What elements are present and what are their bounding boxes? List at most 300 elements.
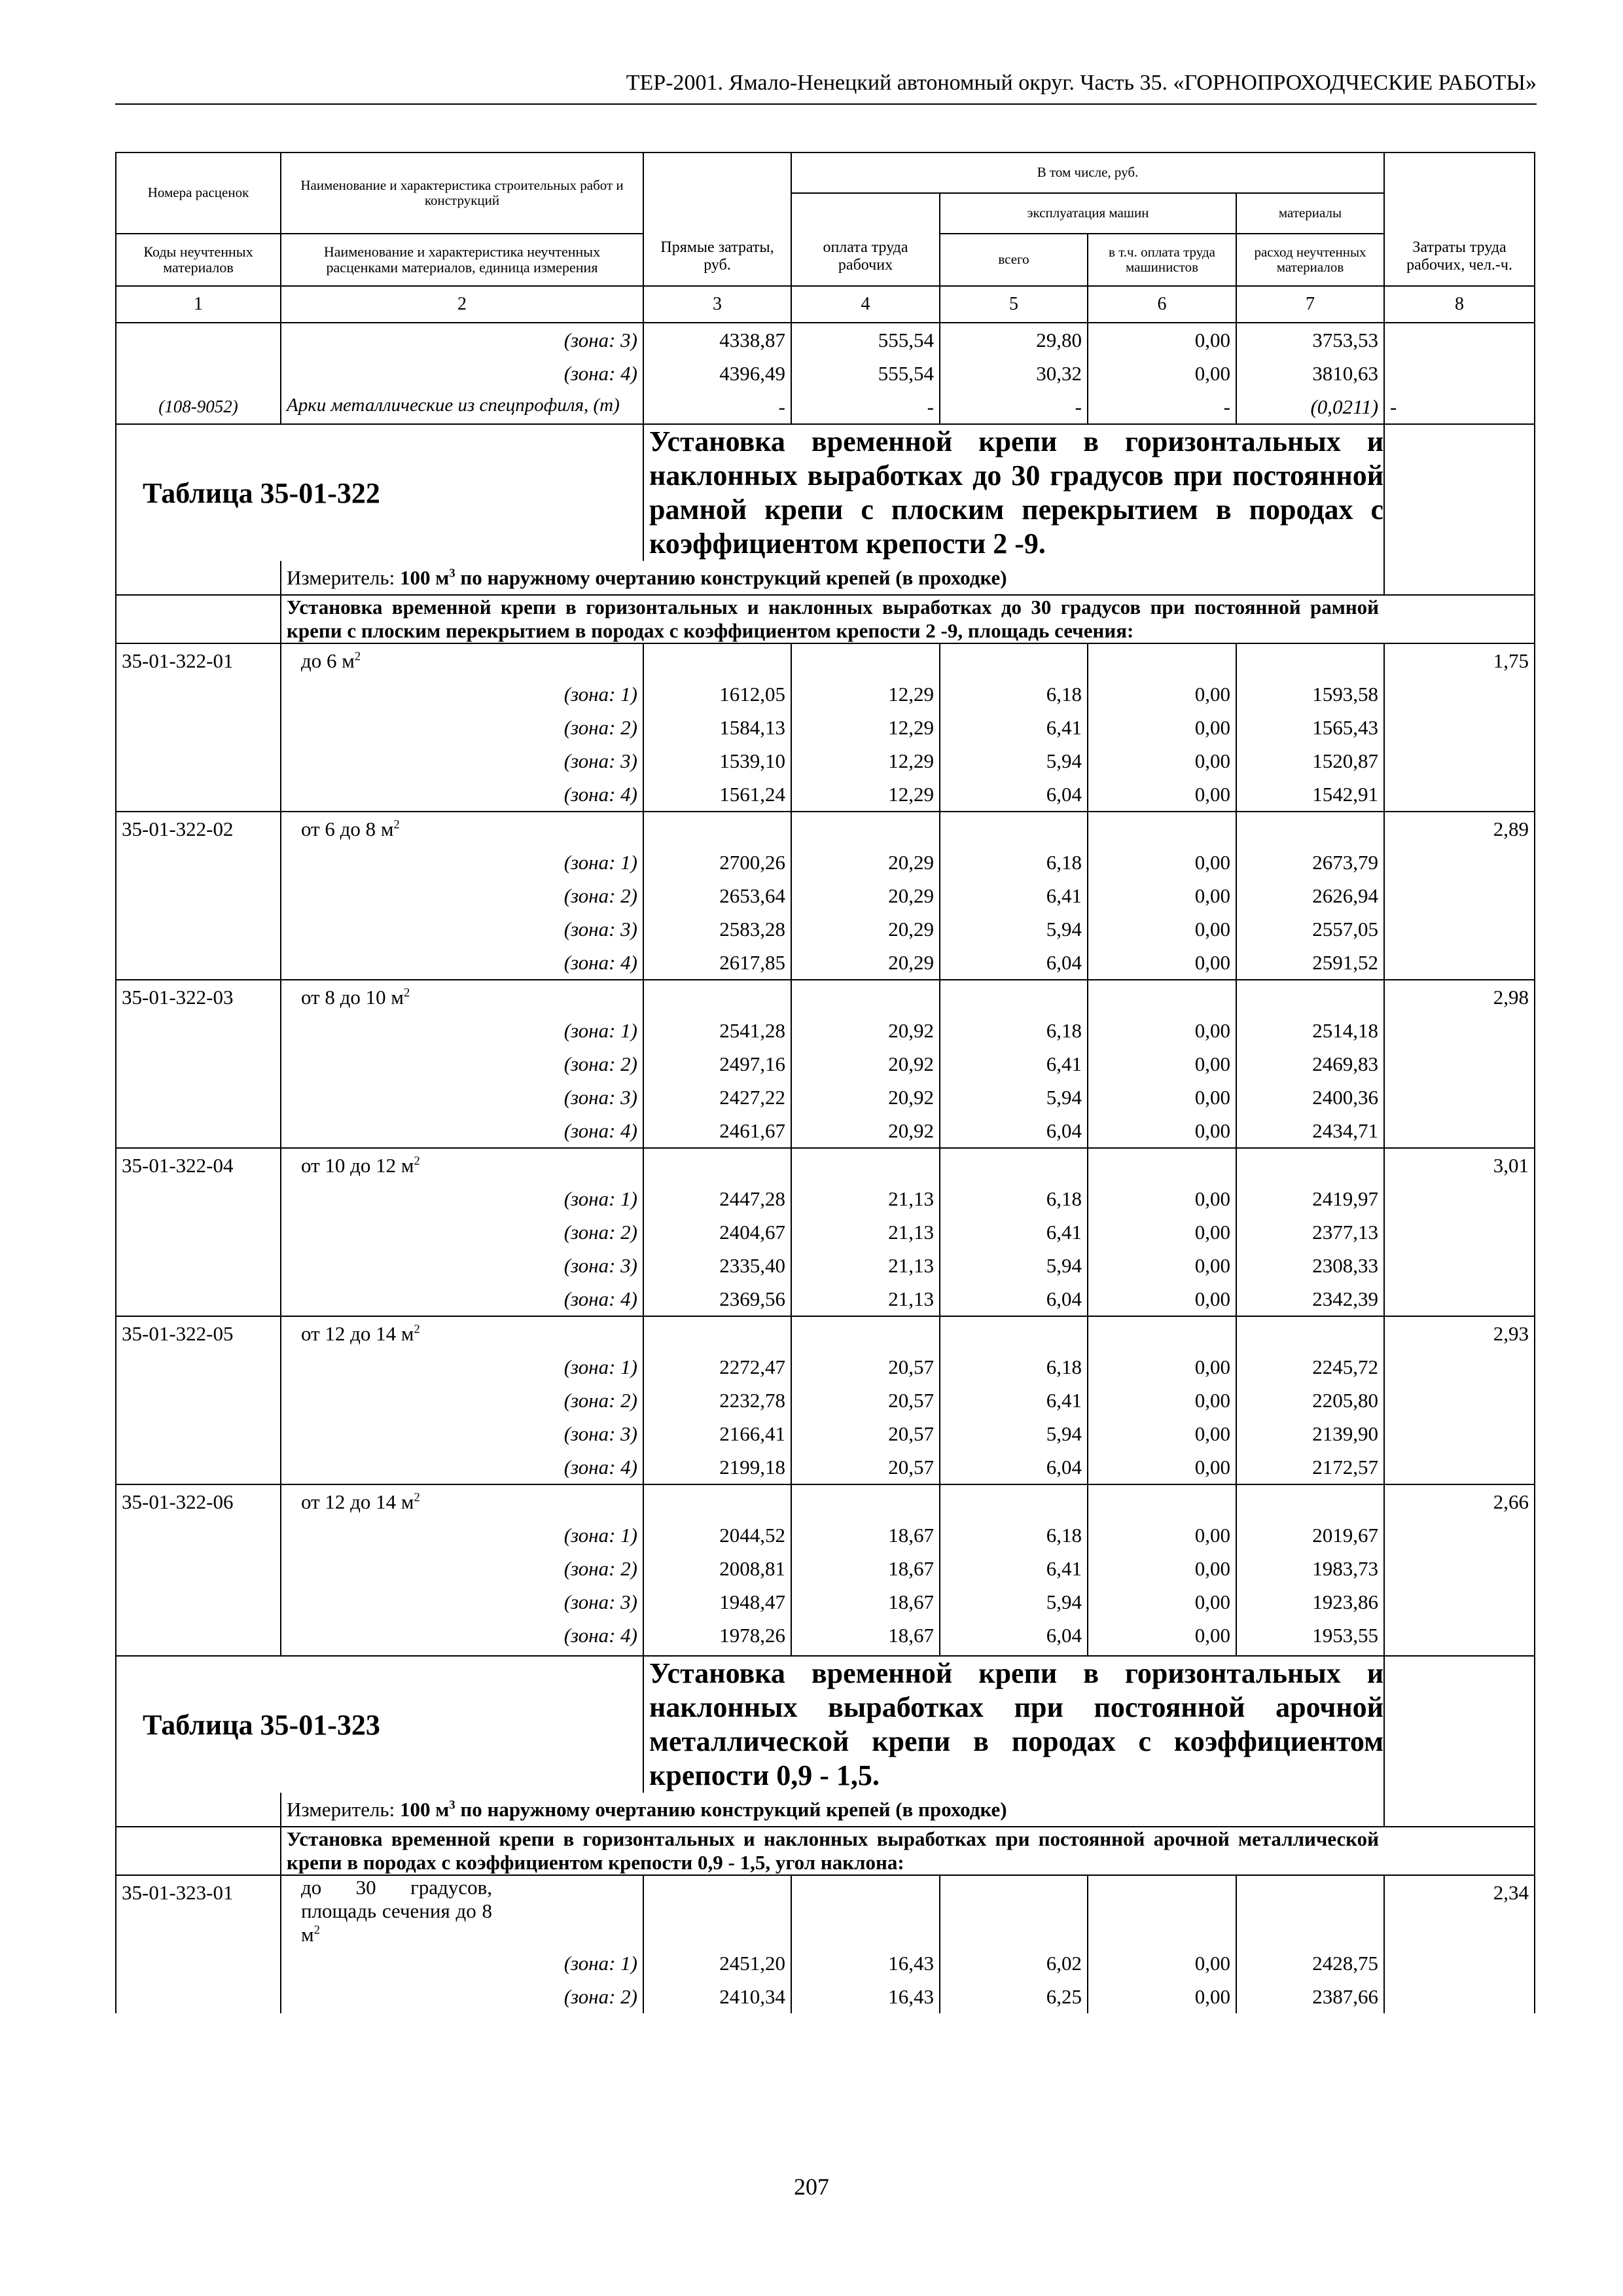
zone-label: (зона: 4) [281,1282,643,1316]
value-cell: 6,04 [940,1114,1088,1148]
value-cell: 21,13 [791,1215,940,1249]
value-cell: 0,00 [1088,711,1236,744]
value-cell: 18,67 [791,1619,940,1652]
value-cell [643,812,791,846]
value-cell: 2583,28 [643,912,791,946]
value-cell: 2272,47 [643,1350,791,1384]
labor-cell: 2,89 [1384,812,1535,846]
measure-label: Измеритель: [287,1797,400,1821]
labor-cell [1384,1619,1535,1652]
value-cell: 6,18 [940,1182,1088,1215]
value-cell: - [1088,390,1236,424]
value-cell: 2469,83 [1236,1047,1384,1081]
value-cell [643,1148,791,1182]
value-cell [791,980,940,1014]
labor-cell [1384,1350,1535,1384]
value-cell: 6,41 [940,711,1088,744]
blank [116,561,281,595]
header-col7: расход неучтенных материалов [1236,234,1384,286]
value-cell: 12,29 [791,677,940,711]
value-cell: 1542,91 [1236,778,1384,812]
value-cell: 2335,40 [643,1249,791,1282]
value-cell: 2166,41 [643,1417,791,1450]
value-cell: 2387,66 [1236,1980,1384,2013]
value-cell: 2434,71 [1236,1114,1384,1148]
rate-name-text: от 10 до 12 м [301,1153,414,1177]
labor-cell [1384,1282,1535,1316]
value-cell: 2617,85 [643,946,791,980]
zone-label: (зона: 4) [281,1114,643,1148]
value-cell [791,1316,940,1350]
value-cell: - [940,390,1088,424]
value-cell: 2369,56 [643,1282,791,1316]
group-row [116,595,1535,643]
header-col5: всего [940,234,1088,286]
table-row [116,711,1535,744]
blank [1384,1827,1535,1875]
measure-text: по наружному очертанию конструкций крепей (в проходке) [455,1797,1007,1821]
table-body [116,152,1535,2013]
rate-row [116,1875,1535,1946]
value-cell: 6,04 [940,778,1088,812]
value-cell: 5,94 [940,1249,1088,1282]
table-row [116,1014,1535,1047]
value-cell: 555,54 [791,323,940,357]
header-incl: В том числе, руб. [791,152,1384,193]
value-cell: 20,57 [791,1350,940,1384]
measure [281,1793,1384,1827]
labor-cell: 3,01 [1384,1148,1535,1182]
rate-name-sup: 2 [414,1154,420,1168]
code-cell [116,1980,281,2013]
value-cell: 0,00 [1088,1047,1236,1081]
value-cell: 1593,58 [1236,677,1384,711]
labor-cell: 1,75 [1384,643,1535,677]
labor-cell [1384,1114,1535,1148]
value-cell: 2447,28 [643,1182,791,1215]
rate-row [116,643,1535,677]
zone-label: (зона: 4) [281,1450,643,1484]
value-cell: 2626,94 [1236,879,1384,912]
code-cell [116,677,281,711]
code-cell [116,1946,281,1980]
value-cell: 0,00 [1088,846,1236,879]
value-cell: 6,04 [940,1450,1088,1484]
value-cell [791,1875,940,1946]
value-cell [643,1875,791,1946]
rate-name [281,812,643,846]
rate-name-text: до 6 м [301,649,355,672]
col-num: 8 [1384,286,1535,323]
value-cell: 2377,13 [1236,1215,1384,1249]
zone-label: (зона: 2) [281,1980,643,2013]
code-cell [116,1182,281,1215]
table-row [116,1450,1535,1484]
zone-label: (зона: 1) [281,677,643,711]
labor-cell: 2,98 [1384,980,1535,1014]
value-cell: 2232,78 [643,1384,791,1417]
rate-name-text: до 30 градусов, площадь сечения до 8 м [301,1876,492,1946]
zone-label: (зона: 3) [281,1081,643,1114]
value-cell [1088,812,1236,846]
value-cell [791,643,940,677]
value-cell: 6,04 [940,1282,1088,1316]
value-cell: 6,18 [940,846,1088,879]
value-cell: 18,67 [791,1552,940,1585]
header-col2-bottom: Наименование и характеристика неучтенных расценками материалов, единица измерения [281,234,643,286]
zone-label: (зона: 3) [281,912,643,946]
value-cell: 0,00 [1088,879,1236,912]
value-cell: 21,13 [791,1282,940,1316]
value-cell: - [791,390,940,424]
rate-name-sup: 2 [313,1923,320,1937]
value-cell: 1612,05 [643,677,791,711]
labor-cell [1384,846,1535,879]
rate-name [281,1484,643,1518]
value-cell: 18,67 [791,1585,940,1619]
value-cell [1236,643,1384,677]
group-description: Установка временной крепи в горизонтальных и наклонных выработках при постоянной арочной металлической крепи в породах с коэффициентом крепости 0,9 - 1,5, угол наклона: [281,1827,1384,1875]
value-cell: 0,00 [1088,1081,1236,1114]
zone-label: (зона: 2) [281,879,643,912]
measure-unit: 100 м [399,1797,450,1821]
value-cell [940,812,1088,846]
value-cell: 0,00 [1088,1980,1236,2013]
value-cell: 16,43 [791,1946,940,1980]
header-rule [115,103,1537,105]
table-title: Таблица 35-01-323 [116,1656,643,1793]
rate-code: 35-01-322-04 [116,1148,281,1182]
labor-cell [1384,1014,1535,1047]
value-cell: 21,13 [791,1249,940,1282]
table-row [116,1350,1535,1384]
value-cell: 4338,87 [643,323,791,357]
value-cell: 0,00 [1088,1518,1236,1552]
labor-cell [1384,1585,1535,1619]
value-cell [940,1484,1088,1518]
value-cell: 2044,52 [643,1518,791,1552]
header-materials: материалы [1236,193,1384,234]
value-cell [940,643,1088,677]
value-cell: 2541,28 [643,1014,791,1047]
value-cell [1088,643,1236,677]
labor-cell [1384,677,1535,711]
code-cell [116,744,281,778]
code-cell [116,1282,281,1316]
measure-unit: 100 м [399,565,450,589]
value-cell: 0,00 [1088,323,1236,357]
value-cell: 2419,97 [1236,1182,1384,1215]
labor-cell [1384,879,1535,912]
rate-name [281,1316,643,1350]
blank [1384,424,1535,561]
value-cell: 0,00 [1088,1282,1236,1316]
value-cell: 2205,80 [1236,1384,1384,1417]
labor-cell [1384,1450,1535,1484]
table-row [116,677,1535,711]
code-cell [116,1619,281,1652]
table-row [116,1249,1535,1282]
zone-label: (зона: 4) [281,357,643,390]
value-cell [1236,812,1384,846]
value-cell: 0,00 [1088,1946,1236,1980]
labor-cell [1384,1081,1535,1114]
table-row [116,1047,1535,1081]
col-num: 4 [791,286,940,323]
labor-cell: - [1384,390,1535,424]
value-cell: 2172,57 [1236,1450,1384,1484]
code-cell [116,1014,281,1047]
measure-sup: 3 [449,1798,455,1812]
value-cell: 2019,67 [1236,1518,1384,1552]
measure-label: Измеритель: [287,565,400,589]
value-cell: 1561,24 [643,778,791,812]
value-cell: 4396,49 [643,357,791,390]
zone-label: (зона: 3) [281,1249,643,1282]
value-cell: 0,00 [1088,912,1236,946]
col-num: 2 [281,286,643,323]
value-cell: 6,41 [940,1047,1088,1081]
value-cell: 0,00 [1088,1182,1236,1215]
value-cell: 1948,47 [643,1585,791,1619]
group-description: Установка временной крепи в горизонтальных и наклонных выработках до 30 градусов при постоянной рамной крепи с плоским перекрытием в породах с коэффициентом крепости 2 -9, площадь сечения: [281,595,1384,643]
material-code: (108-9052) [116,390,281,424]
col-num: 6 [1088,286,1236,323]
zone-label: (зона: 1) [281,1946,643,1980]
measure-text: по наружному очертанию конструкций крепей (в проходке) [455,565,1007,589]
blank [1384,1793,1535,1827]
value-cell [643,1484,791,1518]
value-cell: - [643,390,791,424]
value-cell: 2557,05 [1236,912,1384,946]
running-header: ТЕР-2001. Ямало-Ненецкий автономный округ. Часть 35. «ГОРНОПРОХОДЧЕСКИЕ РАБОТЫ» [626,71,1537,95]
value-cell: 5,94 [940,1081,1088,1114]
value-cell: 6,18 [940,677,1088,711]
value-cell [1088,1484,1236,1518]
code-cell [116,1114,281,1148]
value-cell: 6,41 [940,1552,1088,1585]
value-cell: 1978,26 [643,1619,791,1652]
col-num: 7 [1236,286,1384,323]
blank [1384,1656,1535,1793]
value-cell [1236,1484,1384,1518]
value-cell: 0,00 [1088,1384,1236,1417]
value-cell: 2139,90 [1236,1417,1384,1450]
value-cell: 6,02 [940,1946,1088,1980]
rate-name [281,643,643,677]
rate-row [116,980,1535,1014]
value-cell: 2428,75 [1236,1946,1384,1980]
page-number: 207 [794,2174,829,2200]
value-cell: 20,92 [791,1047,940,1081]
value-cell [1236,980,1384,1014]
table-row [116,323,1535,357]
labor-cell: 2,93 [1384,1316,1535,1350]
rate-name-sup: 2 [414,1490,420,1505]
value-cell: 0,00 [1088,1585,1236,1619]
labor-cell [1384,1249,1535,1282]
table-row [116,1619,1535,1652]
zone-label: (зона: 2) [281,1384,643,1417]
value-cell: 0,00 [1088,946,1236,980]
value-cell: 6,18 [940,1350,1088,1384]
labor-cell [1384,1946,1535,1980]
value-cell: 1565,43 [1236,711,1384,744]
value-cell [1236,1316,1384,1350]
code-cell [116,1518,281,1552]
value-cell: 5,94 [940,1585,1088,1619]
value-cell: 2404,67 [643,1215,791,1249]
value-cell: 0,00 [1088,1215,1236,1249]
measure [281,561,1384,595]
value-cell: 555,54 [791,357,940,390]
table-row [116,1552,1535,1585]
value-cell: 20,29 [791,912,940,946]
value-cell [1088,1875,1236,1946]
rate-name-sup: 2 [393,817,400,832]
value-cell: 2653,64 [643,879,791,912]
value-cell [1088,980,1236,1014]
material-row [116,390,1535,424]
zone-label: (зона: 1) [281,1182,643,1215]
rate-name-text: от 8 до 10 м [301,985,404,1009]
value-cell: 20,29 [791,946,940,980]
rate-name-sup: 2 [404,986,410,1000]
value-cell: 6,04 [940,946,1088,980]
value-cell [1236,1148,1384,1182]
material-name: Арки металлические из спецпрофиля, (т) [281,390,643,424]
code-cell [116,1081,281,1114]
rate-code: 35-01-322-03 [116,980,281,1014]
code-cell [116,1384,281,1417]
blank [1384,595,1535,643]
zone-label: (зона: 3) [281,744,643,778]
table-title-row [116,424,1535,561]
value-cell: 0,00 [1088,1417,1236,1450]
blank [116,595,281,643]
rate-name [281,1875,643,1946]
code-cell [116,1417,281,1450]
value-cell: 2591,52 [1236,946,1384,980]
table-row [116,357,1535,390]
table-description: Установка временной крепи в горизонтальных и наклонных выработках при постоянной арочной металлической крепи в породах с коэффициентом крепости 0,9 - 1,5. [643,1656,1384,1793]
table-row [116,1282,1535,1316]
labor-cell [1384,357,1535,390]
header-col8: Затраты труда рабочих, чел.-ч. [1384,152,1535,286]
blank [116,1827,281,1875]
table-row [116,1182,1535,1215]
table-description: Установка временной крепи в горизонтальных и наклонных выработках до 30 градусов при постоянной рамной крепи с плоским перекрытием в породах с коэффициентом крепости 2 -9. [643,424,1384,561]
value-cell: 12,29 [791,744,940,778]
code-cell [116,357,281,390]
value-cell [791,812,940,846]
zone-label: (зона: 3) [281,1585,643,1619]
labor-cell [1384,1047,1535,1081]
table-row [116,1946,1535,1980]
table-row [116,846,1535,879]
value-cell: 1923,86 [1236,1585,1384,1619]
value-cell: 6,04 [940,1619,1088,1652]
measure-row [116,561,1535,595]
value-cell: 20,92 [791,1114,940,1148]
value-cell [791,1484,940,1518]
zone-label: (зона: 2) [281,1552,643,1585]
value-cell: 6,18 [940,1014,1088,1047]
table-title: Таблица 35-01-322 [116,424,643,561]
value-cell: 6,41 [940,1384,1088,1417]
labor-cell [1384,1384,1535,1417]
value-cell: 12,29 [791,778,940,812]
value-cell [940,1148,1088,1182]
zone-label: (зона: 1) [281,1014,643,1047]
code-cell [116,1552,281,1585]
rate-name [281,1148,643,1182]
code-cell [116,711,281,744]
value-cell: 2008,81 [643,1552,791,1585]
value-cell: 2199,18 [643,1450,791,1484]
value-cell: 20,57 [791,1384,940,1417]
code-cell [116,1350,281,1384]
value-cell: 0,00 [1088,1249,1236,1282]
rate-code: 35-01-323-01 [116,1875,281,1946]
labor-cell [1384,1182,1535,1215]
value-cell: (0,0211) [1236,390,1384,424]
labor-cell [1384,1518,1535,1552]
code-cell [116,1585,281,1619]
value-cell: 2410,34 [643,1980,791,2013]
code-cell [116,846,281,879]
zone-label: (зона: 1) [281,846,643,879]
table-row [116,1114,1535,1148]
value-cell: 0,00 [1088,357,1236,390]
table-row [116,1215,1535,1249]
value-cell: 20,57 [791,1417,940,1450]
value-cell: 0,00 [1088,1114,1236,1148]
value-cell: 20,29 [791,846,940,879]
value-cell: 12,29 [791,711,940,744]
code-cell [116,946,281,980]
zone-label: (зона: 3) [281,1417,643,1450]
value-cell: 1584,13 [643,711,791,744]
value-cell [940,1316,1088,1350]
blank [1384,561,1535,595]
labor-cell [1384,744,1535,778]
labor-cell [1384,711,1535,744]
rate-row [116,1484,1535,1518]
value-cell: 2400,36 [1236,1081,1384,1114]
rate-row [116,1316,1535,1350]
value-cell: 20,92 [791,1014,940,1047]
rates-table [115,152,1535,2013]
header-col1-top: Номера расценок [116,152,281,234]
header-col4: оплата труда рабочих [791,193,940,286]
value-cell: 18,67 [791,1518,940,1552]
value-cell [643,980,791,1014]
value-cell: 0,00 [1088,1450,1236,1484]
value-cell: 1983,73 [1236,1552,1384,1585]
labor-cell [1384,912,1535,946]
labor-cell [1384,946,1535,980]
rate-name-sup: 2 [414,1322,420,1336]
code-cell [116,879,281,912]
value-cell: 20,29 [791,879,940,912]
labor-cell [1384,1417,1535,1450]
rate-name-sup: 2 [354,649,361,664]
labor-cell [1384,1215,1535,1249]
labor-cell: 2,34 [1384,1875,1535,1946]
labor-cell: 2,66 [1384,1484,1535,1518]
table-row [116,1081,1535,1114]
